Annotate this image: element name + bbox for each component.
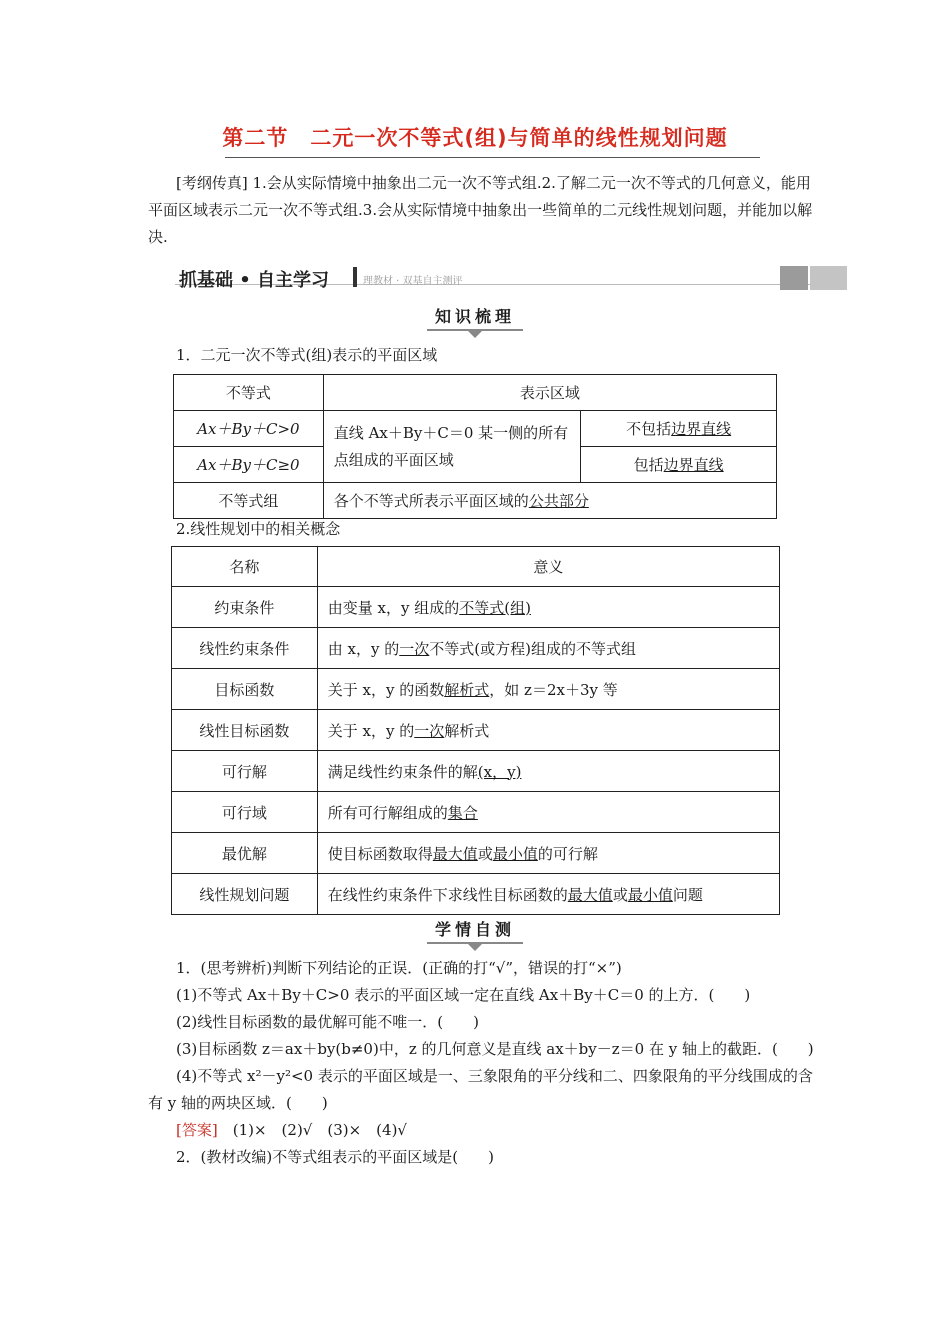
banner-block-dark (780, 266, 808, 290)
banner-sub: 理教材 · 双基自主测评 (363, 276, 463, 287)
row3-pre: 各个不等式所表示平面区域的 (333, 492, 529, 510)
row1-underline: 边界直线 (671, 420, 732, 438)
meaning-pre: 所有可行解组成的 (327, 803, 448, 822)
meaning-pre: 使目标函数取得 (327, 844, 433, 863)
meaning-pre: 由 x，y 的 (327, 639, 400, 658)
banner-block-light (810, 266, 847, 290)
concept-meaning (317, 792, 779, 833)
ineq-strict: Ax＋By＋C>0 (197, 420, 300, 438)
meaning-post: 解析式 (444, 721, 490, 740)
meaning-pre: 由变量 x，y 组成的 (327, 598, 460, 617)
concepts-table (171, 546, 780, 915)
concept-name: 最优解 (172, 833, 318, 874)
meaning-underline: 最大值 (432, 844, 478, 863)
section-triangle (468, 331, 482, 338)
meaning-underline-2: 最小值 (627, 885, 673, 904)
statement-1: (1)不等式 Ax＋By＋C>0 表示的平面区域一定在直线 Ax＋By＋C＝0 的上方．( ) (176, 986, 751, 1004)
concept-name: 可行域 (172, 792, 318, 833)
table2-header-name: 名称 (172, 547, 318, 587)
concept-meaning (317, 751, 779, 792)
answer-label: [答案] (176, 1121, 218, 1139)
concept-name: 线性目标函数 (172, 710, 318, 751)
page-title: 第二节 二元一次不等式(组)与简单的线性规划问题 (222, 126, 728, 150)
banner-separator (353, 267, 357, 287)
concept-meaning (317, 669, 779, 710)
section-knowledge (0, 304, 950, 338)
table1-header-ineq: 不等式 (174, 375, 324, 411)
meaning-mid: 或 (477, 844, 493, 863)
statement-3: (3)目标函数 z＝ax＋by(b≠0)中，z 的几何意义是直线 ax＋by－z＝0 在 y 轴上的截距．( ) (176, 1040, 814, 1058)
table1-row3-region (323, 483, 776, 519)
meaning-underline: 解析式 (444, 680, 490, 699)
intro-label: [考纲传真] (176, 174, 248, 192)
region-table (173, 374, 777, 519)
table2-header-meaning: 意义 (317, 547, 779, 587)
quiz-block (148, 955, 816, 1171)
answer-line (148, 1117, 816, 1144)
concept-name: 可行解 (172, 751, 318, 792)
meaning-underline-2: 最小值 (492, 844, 538, 863)
table2-heading: 2.线性规划中的相关概念 (176, 520, 341, 538)
table1-row2-ineq (174, 447, 324, 483)
meaning-pre: 在线性约束条件下求线性目标函数的 (327, 885, 568, 904)
concept-name: 约束条件 (172, 587, 318, 628)
banner-main: 抓基础 • 自主学习 (179, 270, 330, 291)
concept-meaning (317, 587, 779, 628)
concept-name: 目标函数 (172, 669, 318, 710)
table1-row2-region (581, 447, 777, 483)
section-knowledge-title: 知识梳理 (434, 307, 515, 326)
statement-4: (4)不等式 x²－y²<0 表示的平面区域是一、三象限角的平分线和二、四象限角的平分线围成的含有 y 轴的两块区域．( ) (148, 1067, 813, 1112)
table1-row1-ineq (174, 411, 324, 447)
meaning-pre: 关于 x，y 的函数 (327, 680, 445, 699)
meaning-post: ，如 z＝2x＋3y 等 (489, 680, 618, 699)
question-2: 2．(教材改编)不等式组表示的平面区域是( ) (176, 1148, 494, 1166)
meaning-underline: (x，y) (477, 762, 522, 781)
meaning-underline: 集合 (447, 803, 478, 822)
row2-pre: 包括 (633, 456, 664, 474)
table1-heading: 1．二元一次不等式(组)表示的平面区域 (176, 346, 438, 364)
concept-name: 线性约束条件 (172, 628, 318, 669)
intro-text: 1.会从实际情境中抽象出二元一次不等式组.2.了解二元一次不等式的几何意义，能用平面区域表示二元一次不等式组.3.会从实际情境中抽象出一些简单的二元线性规划问题，并能加以解决. (148, 174, 813, 246)
concept-meaning (317, 874, 779, 915)
meaning-post: 不等式(或方程)组成的不等式组 (429, 639, 636, 658)
section-triangle (468, 944, 482, 951)
table1-row3-ineq: 不等式组 (174, 483, 324, 519)
concept-name: 线性规划问题 (172, 874, 318, 915)
row3-underline: 公共部分 (528, 492, 589, 510)
concept-meaning (317, 833, 779, 874)
meaning-post: 问题 (672, 885, 703, 904)
meaning-pre: 关于 x，y 的 (327, 721, 415, 740)
meaning-mid: 或 (612, 885, 628, 904)
section-banner (175, 266, 847, 292)
answer-text: (1)× (2)√ (3)× (4)√ (232, 1121, 407, 1139)
meaning-underline: 一次 (414, 721, 445, 740)
section-selftest (0, 917, 950, 951)
concept-meaning (317, 628, 779, 669)
syllabus-intro (148, 170, 813, 251)
title-divider (225, 157, 760, 158)
question-1: 1．(思考辨析)判断下列结论的正误．(正确的打“√”，错误的打“×”) (176, 959, 622, 977)
statement-2: (2)线性目标函数的最优解可能不唯一．( ) (176, 1013, 479, 1031)
meaning-underline: 不等式(组) (459, 598, 531, 617)
meaning-pre: 满足线性约束条件的解 (327, 762, 478, 781)
table1-row1-region (581, 411, 777, 447)
meaning-underline: 最大值 (567, 885, 613, 904)
concept-meaning (317, 710, 779, 751)
row1-pre: 不包括 (626, 420, 672, 438)
section-selftest-title: 学情自测 (434, 920, 515, 939)
row2-underline: 边界直线 (663, 456, 724, 474)
ineq-nonstrict: Ax＋By＋C≥0 (197, 456, 300, 474)
table1-header-region: 表示区域 (323, 375, 776, 411)
table1-shared-region: 直线 Ax＋By＋C＝0 某一侧的所有点组成的平面区域 (323, 411, 581, 483)
meaning-post: 的可行解 (537, 844, 598, 863)
meaning-underline: 一次 (399, 639, 430, 658)
